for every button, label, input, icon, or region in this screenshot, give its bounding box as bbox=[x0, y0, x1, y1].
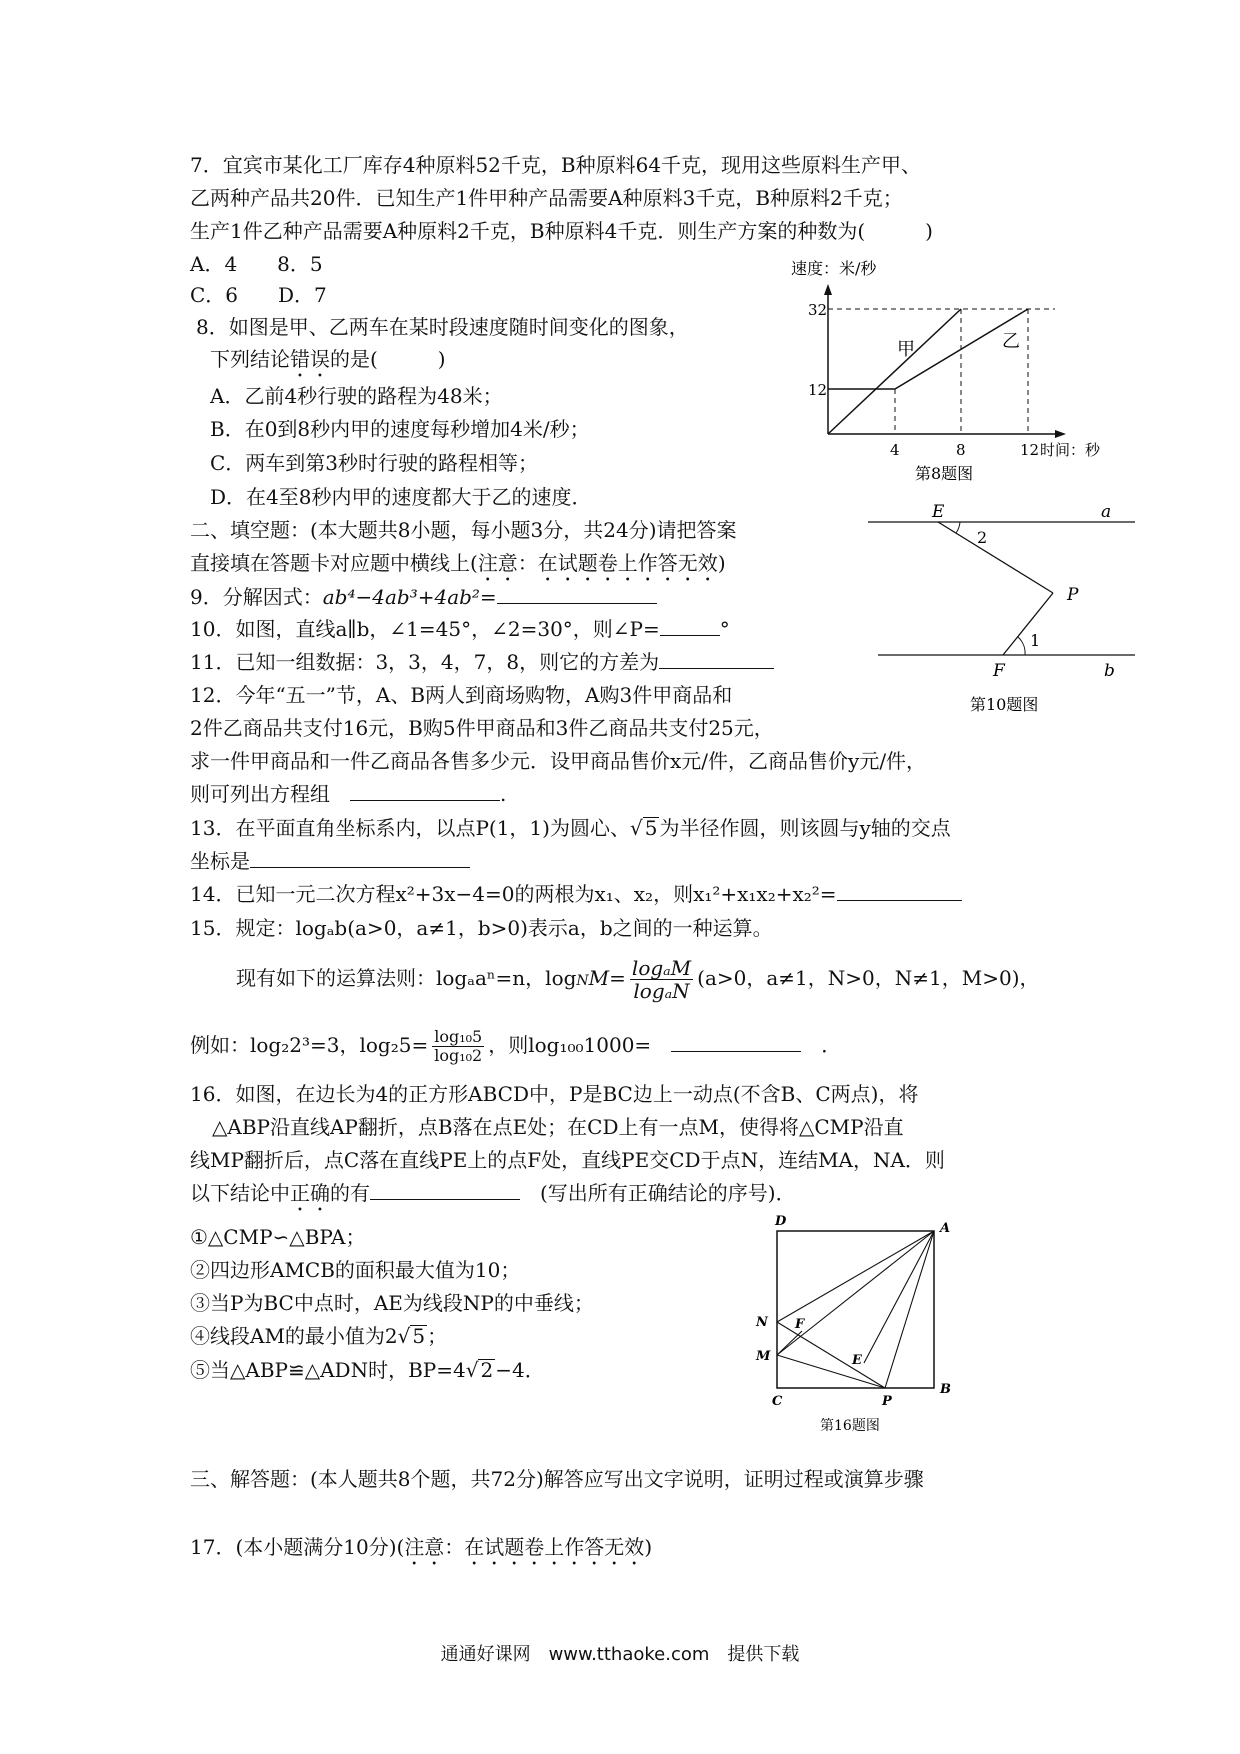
q16-line1: 16．如图，在边长为4的正方形ABCD中，P是BC边上一动点(不含B、C两点)，将 bbox=[190, 1082, 919, 1106]
q15-example-fraction: $\frac{\text{log₁₀5}}{\text{log₁₀2}}$ bbox=[434, 1027, 483, 1065]
fig8-line-yi bbox=[828, 309, 1028, 389]
q12-line2: 2件乙商品共支付16元，B购5件甲商品和3件乙商品共支付25元， bbox=[190, 716, 774, 740]
q15-line1: 15．规定：logₐb(a>0，a≠1，b>0)表示a，b之间的一种运算。 bbox=[190, 916, 773, 940]
footer-source: 通通好课网 www.tthaoke.com 提供下载 bbox=[440, 1644, 800, 1665]
q7-options-cd: C．6 D．7 bbox=[190, 283, 327, 307]
q16-conclusion-5: ⑤当△ABP≌△ADN时，BP=4√ 2 −4． bbox=[190, 1358, 545, 1382]
q11: 11．已知一组数据：3，3，4，7，8，则它的方差为 bbox=[190, 647, 774, 677]
figure-16-square bbox=[756, 1210, 960, 1440]
q15-line3: 例如：log₂2³=3，log₂5= $\frac{\text{log₁₀5}}{\text{log₁₀2}}$ ，则log₁₀₀1000= ． bbox=[190, 1027, 842, 1065]
section-2-heading: 二、填空题：(本大题共8小题，每小题3分，共24分)请把答案 bbox=[190, 518, 737, 542]
q12-line1: 12．今年“五一”节，A、B两人到商场购物，A购3件甲商品和 bbox=[190, 683, 733, 707]
q7-line1: 7．宜宾市某化工厂库存4种原料52千克，B种原料64千克，现用这些原料生产甲、 bbox=[190, 153, 922, 177]
q16-conclusion-2: ②四边形AMCB的面积最大值为10； bbox=[190, 1258, 521, 1282]
q17-heading: 17．(本小题满分10分)(注意：在试题卷上作答无效) bbox=[190, 1535, 653, 1559]
fig16-label-a: A bbox=[940, 1221, 951, 1236]
q7-options-ab: A．4 8．5 bbox=[190, 252, 323, 276]
fig8-xlabel: 时间：秒 bbox=[1040, 441, 1101, 459]
fig16-label-n: N bbox=[756, 1315, 768, 1330]
fig8-y12: 12 bbox=[808, 381, 828, 399]
fig10-label-a: a bbox=[1101, 502, 1112, 522]
fig8-label-yi: 乙 bbox=[1002, 331, 1020, 352]
q16-line2: △ABP沿直线AP翻折，点B落在点E处；在CD上有一点M，使得将△CMP沿直 bbox=[212, 1115, 904, 1139]
q16-line4: 以下结论中正确的有 (写出所有正确结论的序号)． bbox=[190, 1181, 796, 1205]
q8-option-b: B．在0到8秒内甲的速度每秒增加4米/秒； bbox=[210, 417, 590, 441]
fig10-label-p: P bbox=[1067, 585, 1079, 605]
q16-line3: 线MP翻折后，点C落在直线PE上的点F处，直线PE交CD于点N，连结MA，NA．则 bbox=[190, 1148, 945, 1172]
fig16-label-b: B bbox=[940, 1382, 951, 1397]
fig10-angle-2: 2 bbox=[977, 528, 988, 547]
fig16-label-e: E bbox=[852, 1353, 862, 1368]
q8-option-d: D．在4至8秒内甲的速度都大于乙的速度． bbox=[210, 485, 592, 509]
fig10-label-e: E bbox=[932, 502, 945, 522]
fig8-ylabel: 速度：米/秒 bbox=[791, 259, 877, 278]
figure-10-parallel-lines bbox=[860, 495, 1140, 725]
fig8-line-jia bbox=[828, 309, 961, 434]
q16-conclusion-1: ①△CMP∽△BPA； bbox=[190, 1225, 366, 1249]
fig16-label-c: C bbox=[772, 1394, 783, 1409]
fig16-label-f: F bbox=[795, 1317, 805, 1332]
q15-line2: 现有如下的运算法则：logₐaⁿ=n，logNM= $\frac{\text{logₐM}}{\text{logₐN}}$ (a>0，a≠1，N>0，N≠1，M>0)， bbox=[236, 956, 1040, 1003]
q9: 9．分解因式：ab⁴−4ab³+4ab²= bbox=[190, 582, 657, 612]
fig8-x8: 8 bbox=[956, 441, 966, 459]
q8-option-c: C．两车到第3秒时行驶的路程相等； bbox=[210, 451, 539, 475]
fig16-label-p: P bbox=[882, 1394, 892, 1409]
fig16-label-m: M bbox=[756, 1349, 771, 1364]
fig16-caption: 第16题图 bbox=[820, 1418, 880, 1434]
q12-line3: 求一件甲商品和一件乙商品各售多少元．设甲商品售价x元/件，乙商品售价y元/件， bbox=[190, 749, 927, 773]
q10: 10．如图，直线a∥b，∠1=45°，∠2=30°，则∠P= ° bbox=[190, 617, 730, 641]
q16-conclusion-4: ④线段AM的最小值为2√ 5 ； bbox=[190, 1324, 448, 1348]
q8-stem-2: 下列结论错误的是( ) bbox=[210, 347, 446, 371]
fig8-x4: 4 bbox=[890, 441, 900, 459]
fig10-label-b: b bbox=[1104, 661, 1115, 681]
fig16-label-d: D bbox=[775, 1214, 787, 1229]
fig10-angle-1: 1 bbox=[1030, 631, 1041, 650]
fig10-caption: 第10题图 bbox=[970, 695, 1039, 714]
q7-line2: 乙两种产品共20件．已知生产1件甲种产品需要A种原料3千克，B种原料2千克； bbox=[190, 186, 903, 210]
section-2-note: 直接填在答题卡对应题中横线上(注意：在试题卷上作答无效) bbox=[190, 551, 726, 575]
q12-line4: 则可列出方程组 . bbox=[190, 782, 507, 806]
q13-line1: 13．在平面直角坐标系内，以点P(1，1)为圆心、√ 5 为半径作圆，则该圆与y轴的交点 bbox=[190, 816, 951, 840]
figure-8-speed-graph bbox=[780, 255, 1140, 485]
fig8-x12: 12 bbox=[1020, 441, 1040, 459]
fig8-y32: 32 bbox=[808, 301, 828, 319]
q15-rule-fraction: $\frac{\text{logₐM}}{\text{logₐN}}$ bbox=[631, 956, 692, 1003]
fig8-label-jia: 甲 bbox=[897, 339, 915, 360]
q16-conclusion-3: ③当P为BC中点时，AE为线段NP的中垂线； bbox=[190, 1291, 594, 1315]
section-3-heading: 三、解答题：(本人题共8个题，共72分)解答应写出文字说明，证明过程或演算步骤 bbox=[190, 1467, 924, 1491]
fig8-caption: 第8题图 bbox=[915, 464, 974, 483]
fig10-label-f: F bbox=[993, 661, 1005, 681]
q8-option-a: A．乙前4秒行驶的路程为48米； bbox=[210, 384, 503, 408]
q8-stem-1: 8．如图是甲、乙两车在某时段速度随时间变化的图象， bbox=[196, 315, 689, 339]
q13-line2: 坐标是 bbox=[190, 846, 470, 876]
q7-line3: 生产1件乙种产品需要A种原料2千克，B种原料4千克．则生产方案的种数为( ) bbox=[190, 219, 933, 243]
q14: 14．已知一元二次方程x²+3x−4=0的两根为x₁、x₂，则x₁²+x₁x₂+x₂²= bbox=[190, 879, 962, 909]
